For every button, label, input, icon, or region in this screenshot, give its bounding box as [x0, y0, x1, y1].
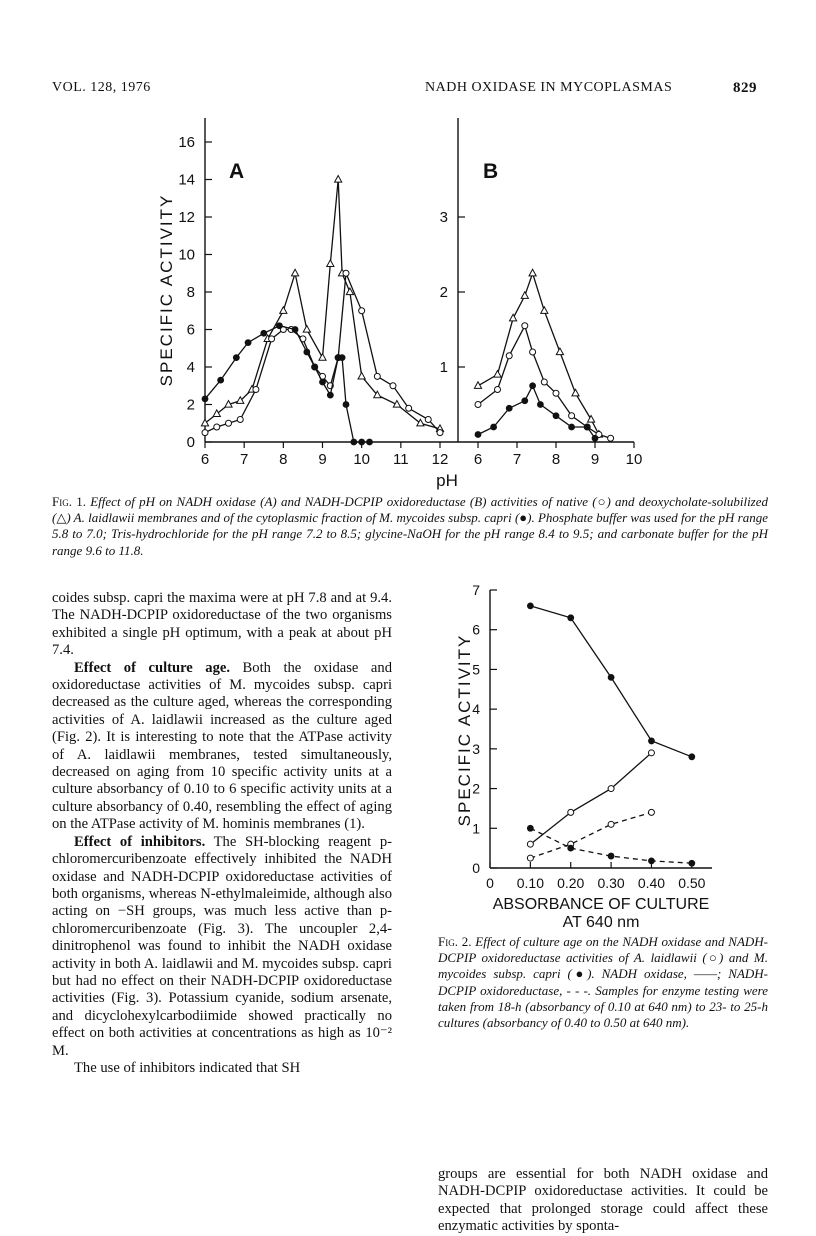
x-tick-label: 0.40 — [637, 875, 666, 891]
y-tick-label: 2 — [472, 780, 480, 797]
data-point — [608, 674, 615, 681]
y-tick-label: 7 — [472, 582, 480, 598]
y-tick-label: 16 — [178, 134, 195, 151]
x-tick-label: 10 — [625, 451, 643, 468]
y-tick-label: 4 — [472, 701, 480, 718]
x-tick-label: 10 — [353, 451, 371, 468]
y-tick-label: 0 — [472, 860, 480, 876]
series-line — [530, 606, 691, 757]
x-tick-label: 0.30 — [597, 875, 625, 891]
x-tick-label: 0.10 — [516, 875, 544, 891]
paragraph-3-text: The SH-blocking reagent p-chloromercuribenzoate effectively inhibited the NADH oxidase and NADH-DCPIP oxidoreductase activities of both organisms, whereas N-ethylmaleimide, although also acting on −SH groups, was much less active than p-chloromercuribenzoate (Fig. 3). The uncoupler 2,4-dinitrophenol was found to inhibit the NADH oxidase activity in both A. laidlawii and M. mycoides subsp. capri but had no effect on their NADH-DCPIP oxidoreductase activities (Fig. 3). Potassium cyanide, sodium arsenate, and dicyclohexylcarbodiimide showed practically no effect on both activities at concentrations as high as 10⁻² M. — [52, 833, 392, 1059]
fig1-caption-label: Fig. 1. — [52, 494, 86, 509]
data-point — [527, 841, 533, 847]
y-tick-label: 2 — [186, 396, 195, 414]
y-tick-label: 3 — [439, 209, 448, 226]
y-tick-label: 5 — [472, 661, 480, 678]
x-tick-label: 9 — [318, 451, 327, 468]
paragraph-2-text: Both the oxidase and oxidoreductase activities of M. mycoides subsp. capri decreased as the culture aged, whereas the corresponding activities of A. laidlawii increased as the culture aged (Fig. 2). It is interesting to note that the ATPase activity of A. laidlawii membranes, tested simultaneously, decreased on aging from 10 specific activity units at a culture absorbancy of 0.10 to 6 specific activity units at a culture absorbancy of 0.40, resembling the effect of aging on the ATPase activity of M. hominis membranes (1). — [52, 659, 392, 833]
left-column-text — [52, 590, 392, 1077]
page-number: 829 — [733, 80, 757, 96]
x-tick-label: 8 — [279, 451, 288, 468]
y-tick-label: 0 — [186, 434, 195, 451]
data-point — [648, 738, 655, 745]
paragraph-3-heading: Effect of inhibitors. — [74, 833, 206, 850]
x-tick-label: 8 — [551, 451, 561, 468]
panel-a-label: A — [229, 160, 245, 183]
x-tick-label: 7 — [239, 451, 249, 468]
y-tick-label: 4 — [186, 359, 195, 376]
x-tick-label: 6 — [473, 451, 483, 468]
paragraph-3 — [52, 834, 392, 1060]
data-point — [608, 786, 614, 792]
y-tick-label: 8 — [186, 284, 195, 301]
x-tick-label: 9 — [590, 451, 600, 468]
fig2-caption-text: Effect of culture age on the NADH oxidase and NADH-DCPIP oxidoreductase activities of A. laidlawii (○) and M. mycoides subsp. capri (●). NADH oxidase, ——; NADH-DCPIP oxidoreductase, - - -. Samples for enzyme testing were taken from 18-h (absorbancy of 0.10 at 640 nm) to 23- to 25-h cultures (absorbancy of 0.40 to 0.50 at 640 nm). — [438, 934, 769, 1031]
data-point — [527, 602, 534, 609]
x-tick-label: 6 — [200, 451, 210, 468]
x-tick-label: 0 — [486, 875, 494, 891]
running-header-title: NADH OXIDASE IN MYCOPLASMAS — [425, 80, 673, 95]
right-paragraph: groups are essential for both NADH oxidase and NADH-DCPIP oxidoreductase activities. It could be expected that prolonged storage could affect these enzymatic activities by sponta- — [438, 1166, 768, 1235]
fig2-xlabel-line2: AT 640 nm — [562, 914, 640, 931]
data-point — [567, 614, 574, 621]
running-header-volume: VOL. 128, 1976 — [52, 80, 151, 95]
fig2-ylabel: SPECIFIC ACTIVITY — [455, 633, 474, 827]
figure-2-caption — [438, 934, 768, 1031]
panel-b-label: B — [483, 160, 499, 183]
series-line — [530, 812, 651, 858]
x-tick-label: 7 — [512, 451, 522, 468]
data-point — [527, 855, 533, 861]
y-tick-label: 3 — [472, 740, 480, 757]
y-tick-label: 6 — [472, 621, 480, 638]
y-tick-label: 6 — [186, 321, 195, 339]
x-tick-label: 0.50 — [678, 875, 706, 891]
y-tick-label: 12 — [178, 209, 195, 226]
fig2-caption-label: Fig. 2. — [438, 934, 472, 949]
fig2-plot — [472, 582, 712, 891]
data-point — [688, 860, 695, 867]
fig1-ylabel: SPECIFIC ACTIVITY — [157, 193, 176, 387]
paragraph-2 — [52, 660, 392, 834]
x-tick-label: 12 — [431, 451, 449, 468]
y-tick-label: 2 — [439, 284, 448, 301]
paragraph-1: coides subsp. capri the maxima were at pH 7.8 and at 9.4. The NADH-DCPIP oxidoreductase of the two organisms exhibited a single pH optimum, with a peak at about pH 7.4. — [52, 590, 392, 659]
fig2-xlabel-line1: ABSORBANCE OF CULTURE — [492, 896, 710, 913]
data-point — [688, 753, 695, 760]
fig1-caption-text: Effect of pH on NADH oxidase (A) and NADH-DCPIP oxidoreductase (B) activities of native (○) and deoxycholate-solubilized (△) A. laidlawii membranes and of the cytoplasmic fraction of M. mycoides subsp. capri (●). Phosphate buffer was used for the pH range 5.8 to 7.0; Tris-hydrochloride for the pH range 7.2 to 8.5; glycine-NaOH for the pH range 8.4 to 9.5; and carbonate buffer for the pH range 9.6 to 11.8. — [52, 494, 769, 558]
right-column-text — [438, 1166, 768, 1236]
data-point — [568, 809, 574, 815]
data-point — [567, 845, 574, 852]
data-point — [527, 825, 534, 832]
data-point — [648, 750, 654, 756]
paragraph-2-heading: Effect of culture age. — [74, 659, 231, 676]
data-point — [648, 809, 654, 815]
data-point — [608, 853, 615, 860]
fig1-xlabel: pH — [436, 471, 458, 490]
y-tick-label: 1 — [439, 359, 448, 376]
y-tick-label: 10 — [178, 246, 195, 264]
y-tick-label: 1 — [472, 820, 480, 837]
x-tick-label: 0.20 — [557, 875, 585, 891]
series-line — [530, 753, 651, 844]
data-point — [648, 857, 655, 864]
x-tick-label: 11 — [393, 451, 409, 468]
paragraph-4: The use of inhibitors indicated that SH — [74, 1059, 301, 1076]
y-tick-label: 14 — [178, 171, 195, 189]
data-point — [608, 821, 614, 827]
